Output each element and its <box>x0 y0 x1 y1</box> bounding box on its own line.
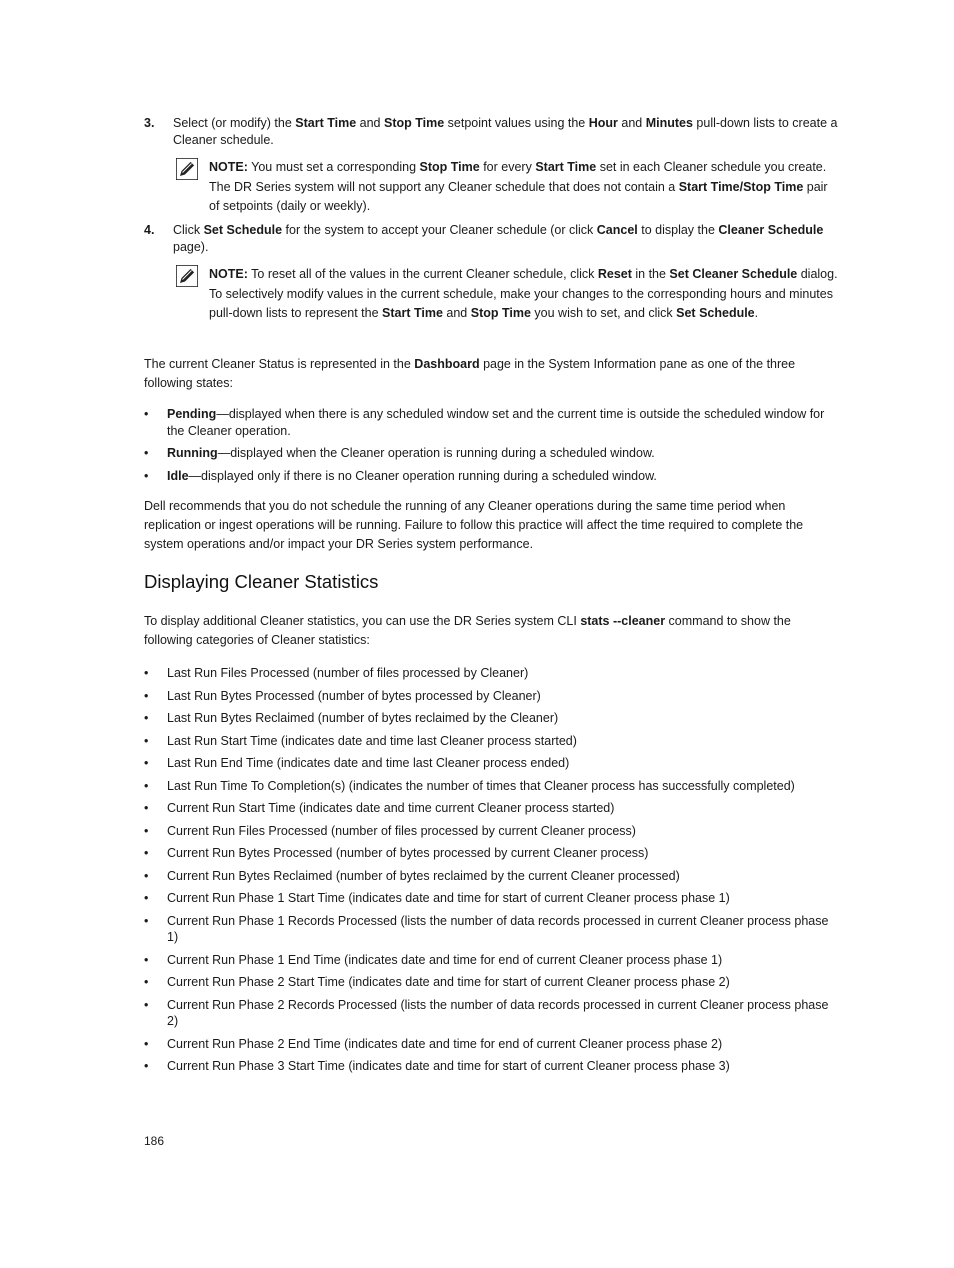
cleaner-states-list <box>144 406 840 484</box>
note-callout <box>176 265 840 324</box>
list-item: • Current Run Phase 3 Start Time (indicates date and time for start of current Cleaner process phase 3) <box>144 1059 730 1073</box>
list-item: • Current Run Bytes Processed (number of bytes processed by current Cleaner process) <box>144 846 649 860</box>
status-paragraph: The current Cleaner Status is represented in the Dashboard page in the System Information pane as one of the three following states: <box>144 357 796 390</box>
step-text: Select (or modify) the Start Time and Stop Time setpoint values using the Hour and Minutes pull-down lists to create a Cleaner schedule. <box>173 116 838 147</box>
list-item: • Last Run Bytes Reclaimed (number of bytes reclaimed by the Cleaner) <box>144 711 559 725</box>
page-number: 186 <box>144 1134 165 1148</box>
list-item: • Pending—displayed when there is any scheduled window set and the current time is outside the scheduled window for the Cleaner operation. <box>144 407 825 438</box>
list-item: • Current Run Phase 1 End Time (indicates date and time for end of current Cleaner process phase 1) <box>144 952 723 967</box>
list-item: • Current Run Phase 2 Records Processed (lists the number of data records processed in current Cleaner process phase 2) <box>144 997 829 1028</box>
cleaner-statistics-list <box>144 665 840 1075</box>
note-label: NOTE: <box>209 160 248 174</box>
list-item: • Current Run Files Processed (number of files processed by current Cleaner process) <box>144 823 636 838</box>
list-item: • Current Run Phase 2 End Time (indicates date and time for end of current Cleaner process phase 2) <box>144 1036 723 1051</box>
list-item: • Idle—displayed only if there is no Cleaner operation running during a scheduled window. <box>144 468 657 483</box>
list-item: • Current Run Phase 1 Records Processed (lists the number of data records processed in current Cleaner process phase 1) <box>144 913 829 944</box>
step-text: Click Set Schedule for the system to accept your Cleaner schedule (or click Cancel to display the Cleaner Schedule page). <box>173 223 824 254</box>
list-item: • Last Run End Time (indicates date and time last Cleaner process ended) <box>144 756 570 770</box>
note-pencil-icon <box>176 265 198 287</box>
list-item: • Last Run Start Time (indicates date and time last Cleaner process started) <box>144 733 577 748</box>
note-label: NOTE: <box>209 267 248 281</box>
list-item: • Current Run Start Time (indicates date and time current Cleaner process started) <box>144 801 615 815</box>
list-item: • Running—displayed when the Cleaner operation is running during a scheduled window. <box>144 446 655 460</box>
note-callout <box>176 158 840 217</box>
section-heading: Displaying Cleaner Statistics <box>144 571 379 592</box>
note-pencil-icon <box>176 158 198 180</box>
step-number: 3. <box>144 116 155 130</box>
recommendation-paragraph: Dell recommends that you do not schedule the running of any Cleaner operations during the same time period when replication or ingest operations will be running. Failure to follow this practice will affect the time required to complete the system operations and/or impact your DR Series system performance. <box>144 499 804 551</box>
list-item: • Last Run Time To Completion(s) (indicates the number of times that Cleaner process has successfully completed) <box>144 778 795 793</box>
list-item: • Current Run Bytes Reclaimed (number of bytes reclaimed by the current Cleaner processed) <box>144 868 680 883</box>
list-item: • Current Run Phase 2 Start Time (indicates date and time for start of current Cleaner process phase 2) <box>144 975 730 989</box>
step-3 <box>144 115 840 149</box>
step-4 <box>144 222 840 256</box>
step-number: 4. <box>144 223 155 237</box>
stats-intro-paragraph: To display additional Cleaner statistics, you can use the DR Series system CLI stats --cleaner command to show the following categories of Cleaner statistics: <box>144 614 791 647</box>
list-item: • Last Run Bytes Processed (number of bytes processed by Cleaner) <box>144 688 541 703</box>
note-text: NOTE: To reset all of the values in the current Cleaner schedule, click Reset in the Set Cleaner Schedule dialog. To selectively modify values in the current schedule, make your changes to the corresponding hours and minutes pull-down lists to represent the Start Time and Stop Time you wish to set, and click Set Schedule. <box>209 267 838 320</box>
list-item: • Last Run Files Processed (number of files processed by Cleaner) <box>144 666 529 680</box>
list-item: • Current Run Phase 1 Start Time (indicates date and time for start of current Cleaner process phase 1) <box>144 891 730 905</box>
note-text: NOTE: You must set a corresponding Stop Time for every Start Time set in each Cleaner schedule you create. The DR Series system will not support any Cleaner schedule that does not contain a Start Time/Stop Time pair of setpoints (daily or weekly). <box>209 160 828 213</box>
